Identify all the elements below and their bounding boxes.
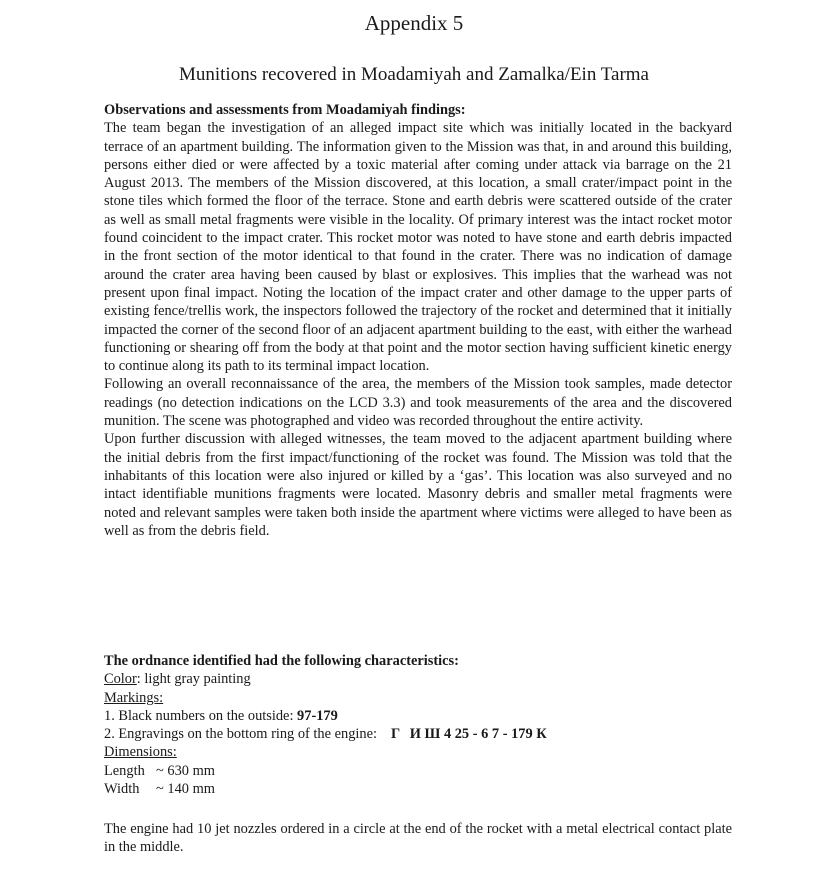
marking-1: [104, 707, 732, 725]
appendix-label: Appendix 5: [364, 11, 464, 35]
width-row: [104, 780, 732, 798]
closing-paragraph: The engine had 10 jet nozzles ordered in a circle at the end of the rocket with a metal electrical contact plate in the middle.: [104, 821, 732, 856]
dimensions-label: Dimensions:: [104, 744, 177, 761]
width-value: ~ 140 mm: [156, 781, 215, 798]
ordnance-heading: The ordnance identified had the following characteristics:: [104, 653, 459, 669]
observations-paragraph-1: The team began the investigation of an alleged impact site which was initially located in the backyard terrace of an apartment building. The information given to the Mission was that, in and around this building, persons either died or were affected by a toxic material after coming under attack via barrage on the 21 August 2013. The members of the Mission discovered, at this location, a small crater/impact point in the stone tiles which formed the floor of the terrace. Stone and earth debris were scattered outside of the crater as well as small metal fragments were visible in the locality. Of primary interest was the intact rocket motor found coincident to the impact crater. This rocket motor was noted to have stone and earth debris impacted in the front section of the motor identical to that found in the crater. There was no indication of damage around the crater area having been caused by blast or explosives. This implies that the warhead was not present upon final impact. Noting the location of the impact crater and other damage to the upper parts of existing fence/trellis work, the inspectors followed the trajectory of the rocket and determined that it initially impacted the corner of the second floor of an adjacent apartment building to the east, with either the warhead functioning or shearing off from the body at that point and the motor section having sufficient kinetic energy to continue along its path to its terminal impact location.: [104, 120, 732, 375]
observations-section: [104, 101, 732, 540]
observations-paragraph-2: Following an overall reconnaissance of the area, the members of the Mission took samples, made detector readings (no detection indications on the LCD 3.3) and took measurements of the area and the discovered munition. The scene was photographed and video was recorded throughout the entire activity.: [104, 376, 732, 430]
length-value: ~ 630 mm: [156, 762, 215, 779]
closing-section: [104, 820, 732, 857]
marking-1-value: 97-179: [297, 707, 338, 724]
length-row: [104, 762, 732, 780]
markings-label: Markings:: [104, 689, 164, 706]
marking-2-prefix: 2. Engravings on the bottom ring of the engine:: [104, 726, 377, 743]
length-label: Length: [104, 762, 145, 779]
observations-paragraph-3: Upon further discussion with alleged witnesses, the team moved to the adjacent apartment building where the initial debris from the first impact/functioning of the rocket was found. The Mission was told that the inhabitants of this location were also injured or killed by a ‘gas’. This location was also surveyed and no intact identifiable munitions fragments were located. Masonry debris and smaller metal fragments were noted and relevant samples were taken both inside the apartment where victims were alleged to have been as well as from the debris field.: [104, 431, 732, 539]
marking-1-prefix: 1. Black numbers on the outside:: [104, 707, 298, 724]
page-title: Munitions recovered in Moadamiyah and Zamalka/Ein Tarma: [178, 64, 649, 85]
ordnance-section: [104, 652, 732, 798]
observations-heading: Observations and assessments from Moadamiyah findings:: [104, 102, 466, 118]
color-label: Color: [104, 671, 137, 688]
color-value: : light gray painting: [136, 671, 251, 688]
marking-2: [104, 725, 732, 743]
engraving-code: [391, 726, 553, 742]
width-label: Width: [104, 781, 140, 798]
engraving-code-b: И Ш 4 25 - 6 7 - 179 К: [409, 726, 547, 743]
engraving-code-a: Г: [390, 726, 401, 743]
color-row: [104, 670, 732, 688]
